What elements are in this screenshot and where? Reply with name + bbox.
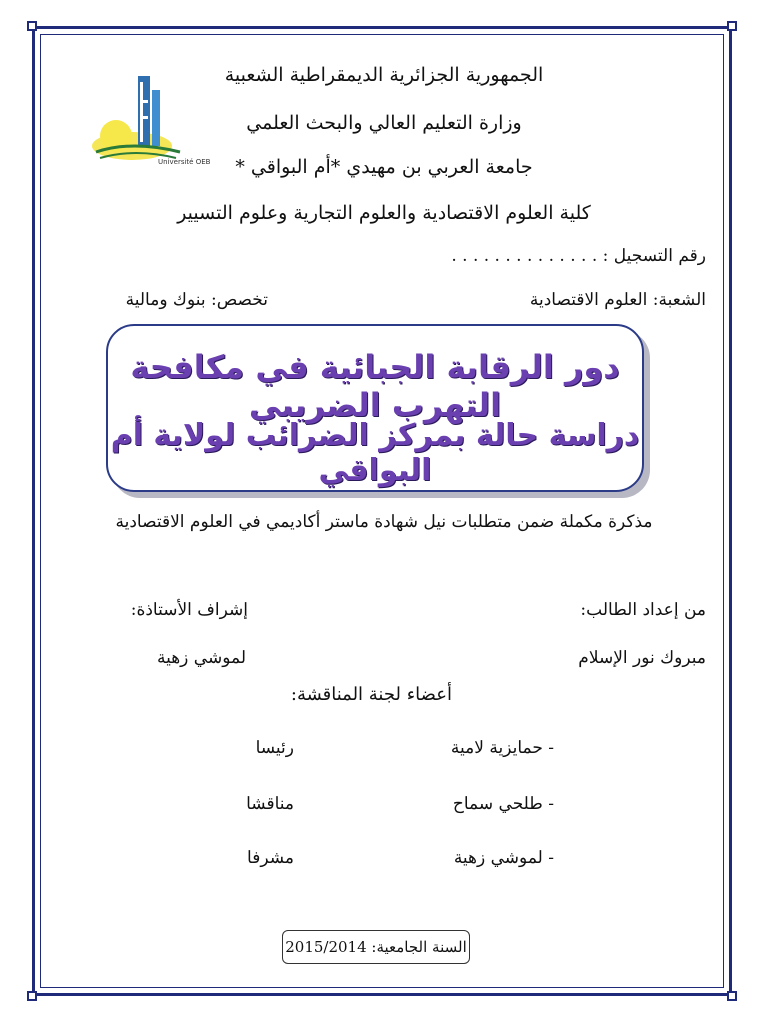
ministry-line: وزارة التعليم العالي والبحث العلمي bbox=[246, 112, 522, 134]
frame-corner-bottom-right bbox=[727, 991, 737, 1001]
committee-heading: أعضاء لجنة المناقشة: bbox=[290, 684, 452, 705]
branch-label: الشعبة: العلوم الاقتصادية bbox=[529, 290, 706, 310]
thesis-title: دور الرقابة الجبائية في مكافحة التهرب الضريبي bbox=[130, 348, 620, 424]
frame-corner-top-left bbox=[27, 21, 37, 31]
committee-member-name: - لموشي زهية bbox=[453, 848, 554, 868]
frame-corner-bottom-left bbox=[27, 991, 37, 1001]
committee-member-name: - طلحي سماح bbox=[452, 794, 554, 814]
thesis-description: مذكرة مكملة ضمن متطلبات نيل شهادة ماستر أكاديمي في العلوم الاقتصادية bbox=[115, 512, 653, 532]
academic-year: السنة الجامعية: 2015/2014 bbox=[282, 930, 470, 964]
svg-text:Université OEB: Université OEB bbox=[158, 158, 211, 166]
committee-member-role: مناقشا bbox=[246, 794, 294, 814]
specialty-label: تخصص: بنوك ومالية bbox=[125, 290, 268, 310]
student-name: مبروك نور الإسلام bbox=[578, 648, 706, 668]
thesis-subtitle-case-study: دراسة حالة بمركز الضرائب لولاية أم البواقي bbox=[110, 418, 640, 488]
committee-member-role: مشرفا bbox=[247, 848, 294, 868]
faculty-line: كلية العلوم الاقتصادية والعلوم التجارية وعلوم التسيير bbox=[177, 202, 591, 224]
frame-corner-top-right bbox=[727, 21, 737, 31]
committee-member-name: - حمايزية لامية bbox=[450, 738, 554, 758]
committee-member-role: رئيسا bbox=[255, 738, 294, 758]
supervisor-name: لموشي زهية bbox=[156, 648, 246, 668]
university-line: جامعة العربي بن مهيدي *أم البواقي * bbox=[235, 156, 533, 178]
student-label: من إعداد الطالب: bbox=[580, 600, 706, 620]
registration-number: رقم التسجيل : . . . . . . . . . . . . . . bbox=[451, 246, 706, 266]
supervisor-label: إشراف الأستاذة: bbox=[130, 600, 248, 620]
republic-line: الجمهورية الجزائرية الديمقراطية الشعبية bbox=[224, 64, 544, 86]
